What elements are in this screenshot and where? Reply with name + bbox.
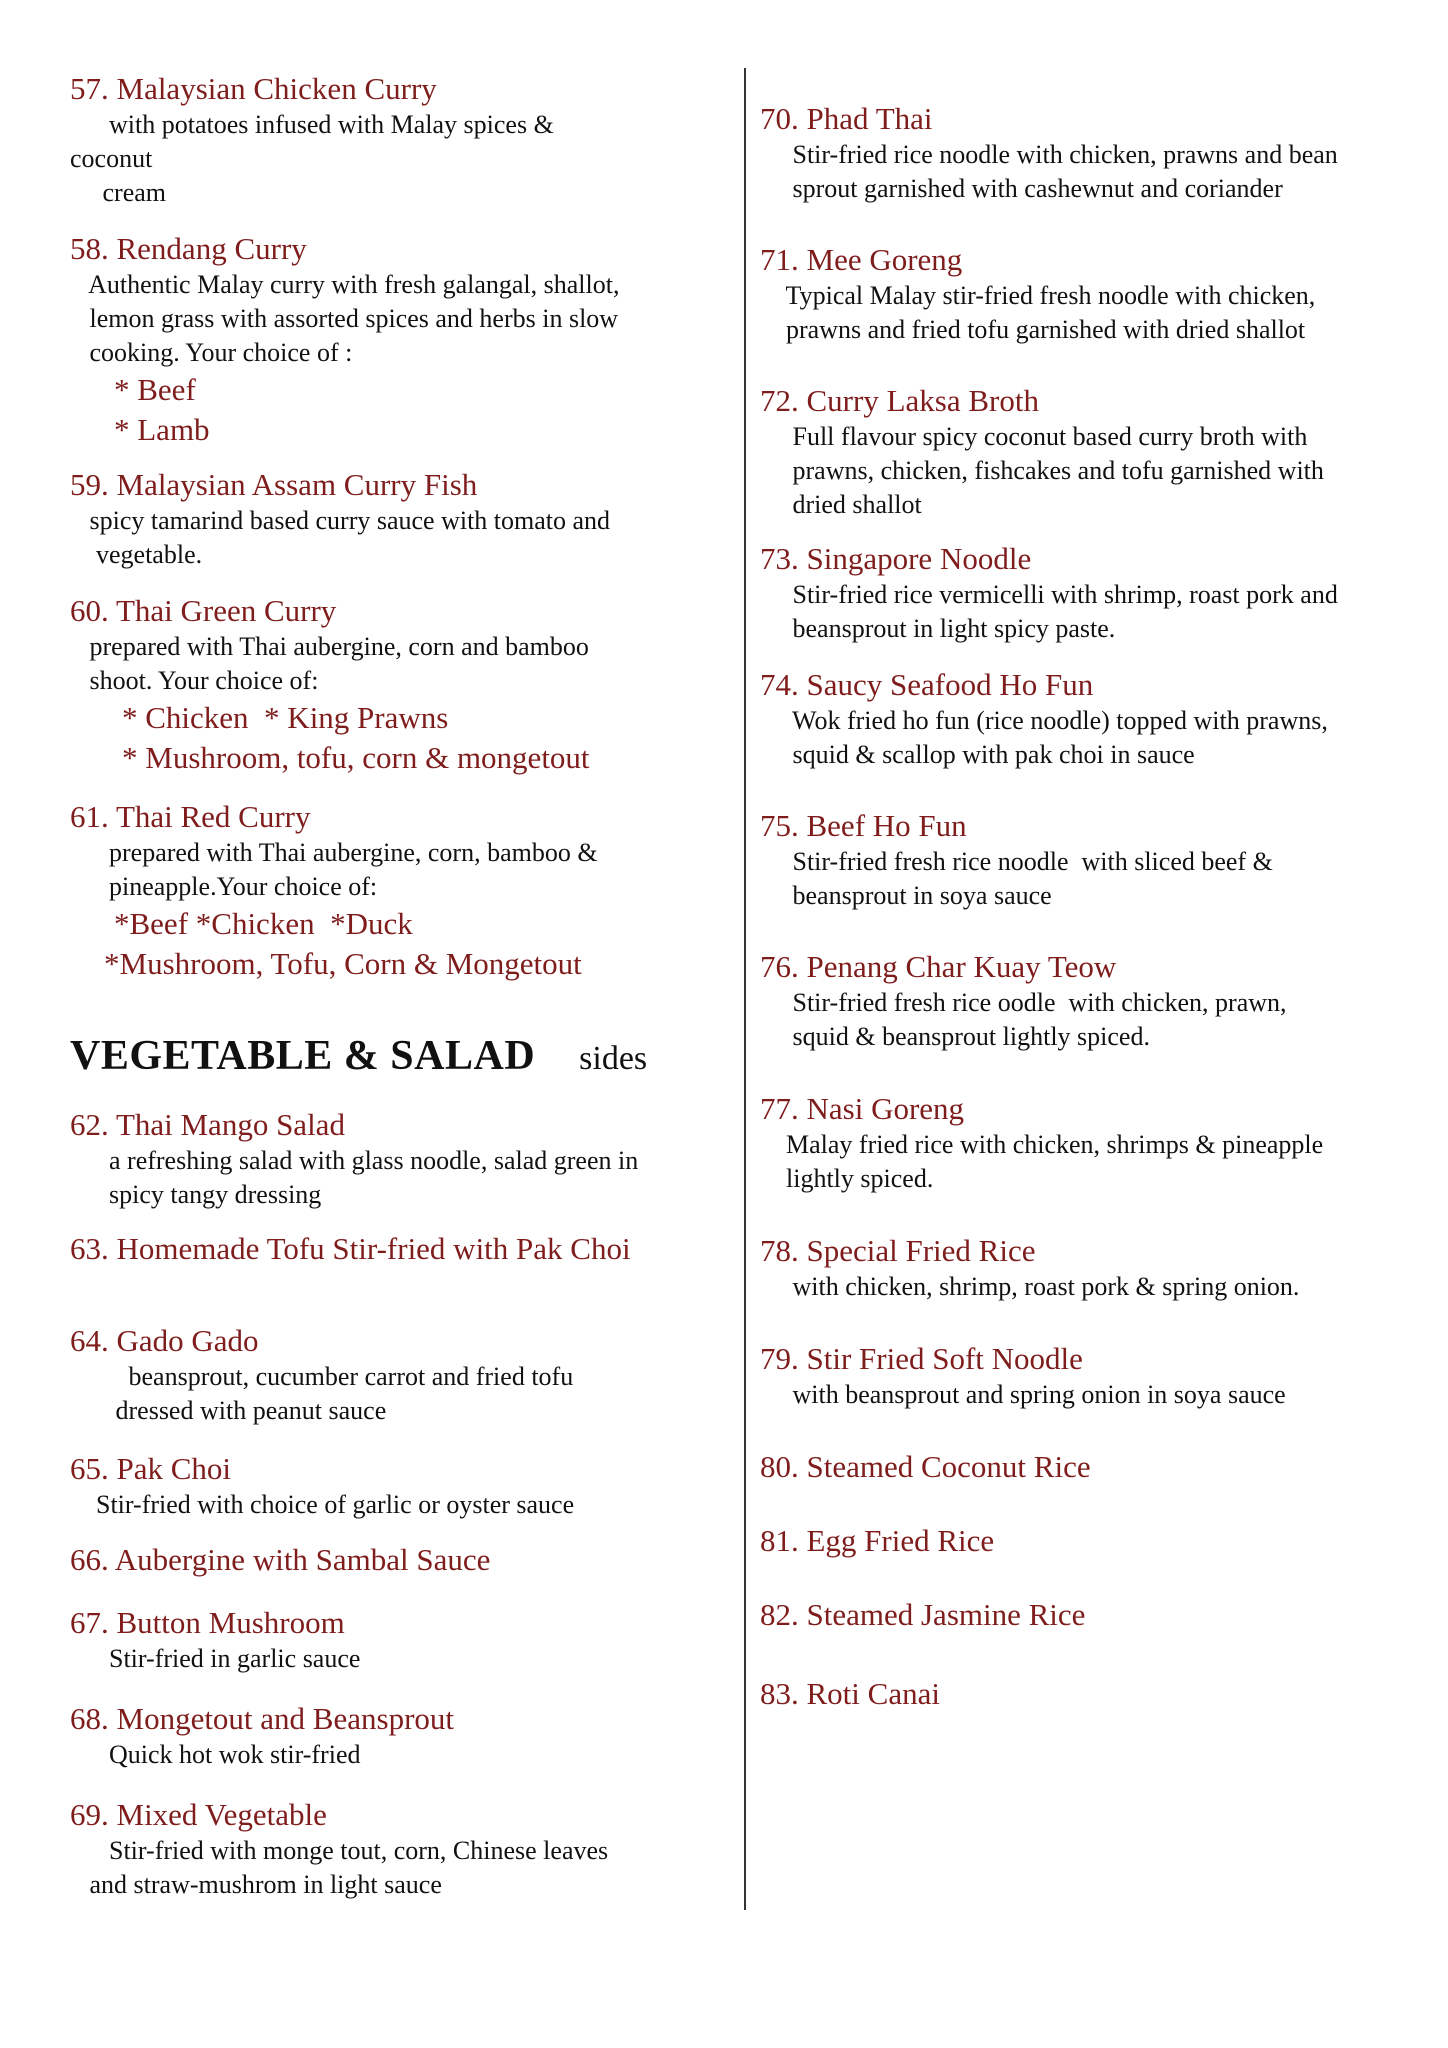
item-description: Wok fried ho fun (rice noodle) topped with prawns, squid & scallop with pak choi in sauce: [792, 706, 1328, 769]
item-description: spicy tamarind based curry sauce with tomato and vegetable.: [89, 506, 611, 569]
menu-item-83: [760, 1675, 940, 1713]
menu-item-78: [760, 1232, 1299, 1304]
item-title: 57. Malaysian Chicken Curry: [70, 71, 437, 106]
menu-item-64: [70, 1322, 573, 1428]
item-title: 72. Curry Laksa Broth: [760, 383, 1039, 418]
menu-item-80: [760, 1448, 1091, 1486]
item-title: 80. Steamed Coconut Rice: [760, 1449, 1091, 1484]
item-title: 65. Pak Choi: [70, 1451, 232, 1486]
item-description: Stir-fried rice vermicelli with shrimp, roast pork and beansprout in light spicy paste.: [792, 580, 1338, 643]
menu-item-73: [760, 540, 1338, 646]
item-title: 81. Egg Fried Rice: [760, 1523, 995, 1558]
item-description: prepared with Thai aubergine, corn and bamboo shoot. Your choice of:: [89, 632, 589, 695]
item-title: 59. Malaysian Assam Curry Fish: [70, 467, 478, 502]
menu-item-58: [70, 230, 619, 450]
choice-option: *Mushroom, Tofu, Corn & Mongetout: [104, 946, 582, 981]
menu-item-63: [70, 1230, 631, 1268]
menu-item-79: [760, 1340, 1286, 1412]
item-description: Stir-fried with choice of garlic or oyster sauce: [70, 1490, 575, 1519]
item-description: Full flavour spicy coconut based curry broth with prawns, chicken, fishcakes and tofu garnished with dried shallot: [792, 422, 1324, 519]
section-heading: [70, 1032, 647, 1080]
item-title: 82. Steamed Jasmine Rice: [760, 1597, 1086, 1632]
menu-item-60: [70, 592, 590, 778]
item-description: Stir-fried fresh rice noodle with sliced beef & beansprout in soya sauce: [792, 847, 1273, 910]
item-title: 61. Thai Red Curry: [70, 799, 311, 834]
item-title: 69. Mixed Vegetable: [70, 1797, 327, 1832]
menu-item-74: [760, 666, 1328, 772]
item-title: 76. Penang Char Kuay Teow: [760, 949, 1117, 984]
item-description: with chicken, shrimp, roast pork & spring onion.: [760, 1272, 1300, 1301]
item-description: beansprout, cucumber carrot and fried tofu dressed with peanut sauce: [115, 1362, 574, 1425]
menu-item-82: [760, 1596, 1085, 1634]
menu-item-70: [760, 100, 1338, 206]
menu-item-77: [760, 1090, 1323, 1196]
item-description: Stir-fried in garlic sauce: [70, 1644, 361, 1673]
menu-item-62: [70, 1106, 638, 1212]
item-description: Stir-fried fresh rice oodle with chicken, prawn, squid & beansprout lightly spiced.: [792, 988, 1287, 1051]
item-title: 74. Saucy Seafood Ho Fun: [760, 667, 1094, 702]
item-title: 66. Aubergine with Sambal Sauce: [70, 1542, 491, 1577]
item-description: Malay fried rice with chicken, shrimps & pineapple lightly spiced.: [786, 1130, 1324, 1193]
menu-item-75: [760, 807, 1273, 913]
section-title: VEGETABLE & SALAD: [70, 1033, 536, 1079]
item-title: 83. Roti Canai: [760, 1676, 940, 1711]
menu-item-61: [70, 798, 598, 984]
section-subtitle: sides: [579, 1040, 648, 1077]
item-description: Quick hot wok stir-fried: [70, 1740, 361, 1769]
item-description: prepared with Thai aubergine, corn, bamboo & pineapple.Your choice of:: [109, 838, 598, 901]
menu-item-59: [70, 466, 610, 572]
item-title: 75. Beef Ho Fun: [760, 808, 967, 843]
choice-option: * Lamb: [114, 412, 210, 447]
item-description: Stir-fried rice noodle with chicken, prawns and bean sprout garnished with cashewnut and coriander: [792, 140, 1338, 203]
menu-item-72: [760, 382, 1324, 522]
item-description: Authentic Malay curry with fresh galangal, shallot, lemon grass with assorted spices and herbs in slow cooking. Your choice of :: [88, 270, 620, 367]
menu-item-57: [70, 70, 554, 210]
item-title: 64. Gado Gado: [70, 1323, 259, 1358]
menu-item-71: [760, 241, 1315, 347]
choice-option: *Beef *Chicken *Duck: [114, 906, 413, 941]
menu-item-69: [70, 1796, 608, 1902]
item-description: Typical Malay stir-fried fresh noodle with chicken, prawns and fried tofu garnished with dried shallot: [785, 281, 1316, 344]
menu-item-65: [70, 1450, 574, 1522]
item-description: with potatoes infused with Malay spices & coconut cream: [70, 110, 554, 207]
item-title: 68. Mongetout and Beansprout: [70, 1701, 455, 1736]
item-description: Stir-fried with monge tout, corn, Chinese leaves and straw-mushrom in light sauce: [89, 1836, 609, 1899]
menu-item-76: [760, 948, 1287, 1054]
menu-item-68: [70, 1700, 454, 1772]
item-description: a refreshing salad with glass noodle, salad green in spicy tangy dressing: [109, 1146, 639, 1209]
choice-option: * Mushroom, tofu, corn & mongetout: [122, 740, 590, 775]
item-title: 67. Button Mushroom: [70, 1605, 345, 1640]
menu-item-67: [70, 1604, 360, 1676]
item-title: 71. Mee Goreng: [760, 242, 963, 277]
choice-option: * Beef: [114, 372, 196, 407]
item-title: 79. Stir Fried Soft Noodle: [760, 1341, 1083, 1376]
menu-item-66: [70, 1541, 490, 1579]
choice-option: * Chicken * King Prawns: [122, 700, 449, 735]
item-title: 70. Phad Thai: [760, 101, 933, 136]
item-title: 58. Rendang Curry: [70, 231, 307, 266]
item-title: 73. Singapore Noodle: [760, 541, 1032, 576]
item-title: 62. Thai Mango Salad: [70, 1107, 345, 1142]
column-divider: [744, 68, 746, 1910]
item-title: 63. Homemade Tofu Stir-fried with Pak Choi: [70, 1231, 631, 1266]
item-title: 78. Special Fried Rice: [760, 1233, 1036, 1268]
item-description: with beansprout and spring onion in soya sauce: [760, 1380, 1286, 1409]
item-title: 77. Nasi Goreng: [760, 1091, 965, 1126]
menu-item-81: [760, 1522, 994, 1560]
item-title: 60. Thai Green Curry: [70, 593, 337, 628]
